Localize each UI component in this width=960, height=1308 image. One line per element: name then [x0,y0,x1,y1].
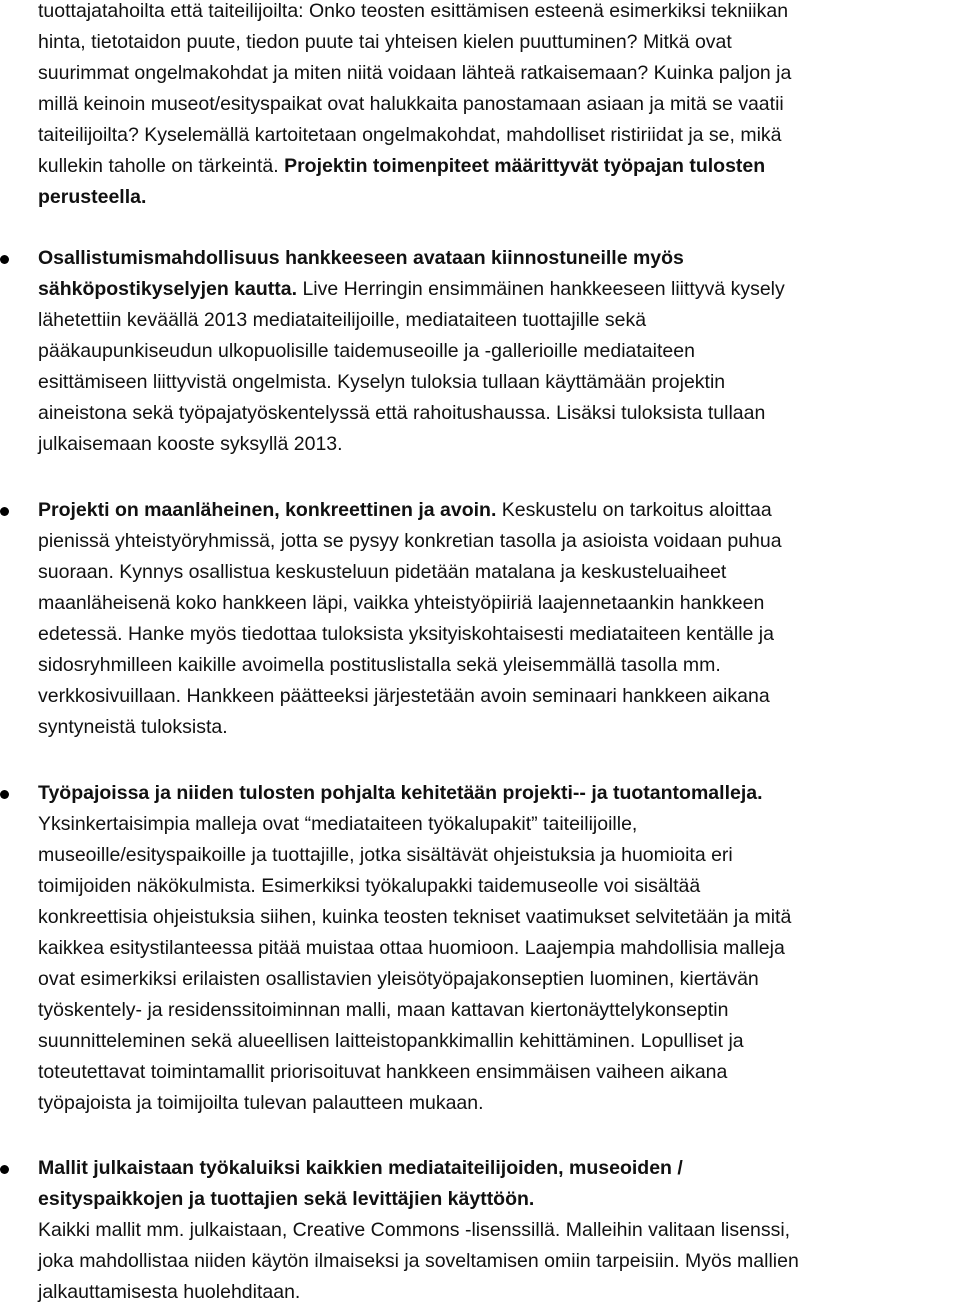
text-line [38,1184,956,1215]
text-line: taiteilijoilta? Kyselemällä kartoitetaan ongelmakohdat, mahdolliset ristiriidat ja se, mikä [38,124,782,146]
text-line [38,243,956,274]
bold-text: Osallistumismahdollisuus hankkeeseen avataan kiinnostuneille myös [38,247,684,269]
text-line: julkaisemaan kooste syksyllä 2013. [38,433,343,455]
bold-text: Mallit julkaistaan työkaluiksi kaikkien mediataiteilijoiden, museoiden / [38,1157,683,1179]
bold-text: Työpajoissa ja niiden tulosten pohjalta kehitetään projekti-- ja tuotantomalleja. [38,782,763,804]
text-line: työpajoista ja toimijoilta tulevan palautteen mukaan. [38,1092,484,1114]
text-line [38,778,956,809]
text-line: ovat esimerkiksi erilaisten osallistavien yleisötyöpajakonseptien luominen, kiertävän [38,968,759,990]
text-line: Projekti on maanläheinen, konkreettinen ja avoin. Keskustelu on tarkoitus aloittaa [38,499,772,521]
bold-text: Projektin toimenpiteet määrittyvät työpajan tulosten [284,155,766,177]
text-line: jalkauttamisesta huolehditaan. [38,1281,301,1303]
text-line: joka mahdollistaa niiden käytön ilmaiseksi ja soveltamisen omiin tarpeisiin. Myös mallien [38,1250,799,1272]
text-line [38,182,956,213]
text-line [38,1153,956,1184]
text-line: toteutettavat toimintamallit priorisoituvat hankkeen ensimmäisen vaiheen aikana [38,1061,728,1083]
bullet-icon [0,790,9,799]
text-line: sähköpostikyselyjen kautta. Live Herringin ensimmäinen hankkeeseen liittyvä kysely [38,278,785,300]
text-line: suoraan. Kynnys osallistua keskusteluun pidetään matalana ja keskusteluaiheet [38,561,727,583]
text-line: työskentely- ja residenssitoiminnan malli, maan kattavan kiertonäyttelykonseptin [38,999,729,1021]
bullet-icon [0,1165,9,1174]
text-line: hinta, tietotaidon puute, tiedon puute tai yhteisen kielen puuttuminen? Mitkä ovat [38,31,732,53]
text-line: suunnitteleminen sekä alueellisen laitteistopankkimallin kehittäminen. Lopulliset ja [38,1030,744,1052]
text-line: aineistona sekä työpajatyöskentelyssä että rahoitushaussa. Lisäksi tuloksista tullaan [38,402,766,424]
bold-text: esityspaikkojen ja tuottajien sekä levittäjien käyttöön. [38,1188,535,1210]
text-line: pääkaupunkiseudun ulkopuolisille taidemuseoille ja -gallerioille mediataiteen [38,340,695,362]
text-line: Kaikki mallit mm. julkaistaan, Creative Commons -lisenssillä. Malleihin valitaan lisenssi, [38,1219,791,1241]
text-line: pienissä yhteistyöryhmissä, jotta se pysyy konkretian tasolla ja asioista voidaan puhua [38,530,782,552]
text-line: kullekin taholle on tärkeintä. Projektin toimenpiteet määrittyvät työpajan tulosten [38,155,766,177]
text-line: sidosryhmilleen kaikille avoimella postituslistalla sekä yleisemmällä tasolla mm. [38,654,721,676]
text-line: suurimmat ongelmakohdat ja miten niitä voidaan lähteä ratkaisemaan? Kuinka paljon ja [38,62,792,84]
text-line: syntyneistä tuloksista. [38,716,228,738]
bold-text: perusteella. [38,186,147,208]
text-line: kaikkea esitystilanteessa pitää muistaa ottaa huomioon. Laajempia mahdollisia malleja [38,937,785,959]
text-line: toimijoiden näkökulmista. Esimerkiksi työkalupakki taidemuseolle voi sisältää [38,875,701,897]
bullet-icon [0,507,9,516]
text-line: lähetettiin keväällä 2013 mediataiteilijoille, mediataiteen tuottajille sekä [38,309,647,331]
text-line: museoille/esityspaikoille ja tuottajille, jotka sisältävät ohjeistuksia ja huomioita eri [38,844,733,866]
bold-text: sähköpostikyselyjen kautta. [38,278,298,300]
text-line: edetessä. Hanke myös tiedottaa tuloksista yksityiskohtaisesti mediataiteen kentälle ja [38,623,774,645]
text-line: esittämiseen liittyvistä ongelmista. Kyselyn tuloksia tullaan käyttämään projektin [38,371,726,393]
text-line: konkreettisia ohjeistuksia siihen, kuinka teosten tekniset vaatimukset selvitetään ja mitä [38,906,792,928]
text-line: Yksinkertaisimpia malleja ovat “mediataiteen työkalupakit” taiteilijoille, [38,813,638,835]
text-line: millä keinoin museot/esityspaikat ovat halukkaita panostamaan asiaan ja mitä se vaatii [38,93,784,115]
bold-text: Projekti on maanläheinen, konkreettinen ja avoin. [38,499,497,521]
text-line: verkkosivuillaan. Hankkeen päätteeksi järjestetään avoin seminaari hankkeen aikana [38,685,770,707]
text-line: tuottajatahoilta että taiteilijoilta: Onko teosten esittämisen esteenä esimerkiksi tekniikan [38,0,789,22]
text-line: maanläheisenä koko hankkeen läpi, vaikka yhteistyöpiiriä laajennetaankin hankkeen [38,592,765,614]
bullet-icon [0,255,9,264]
